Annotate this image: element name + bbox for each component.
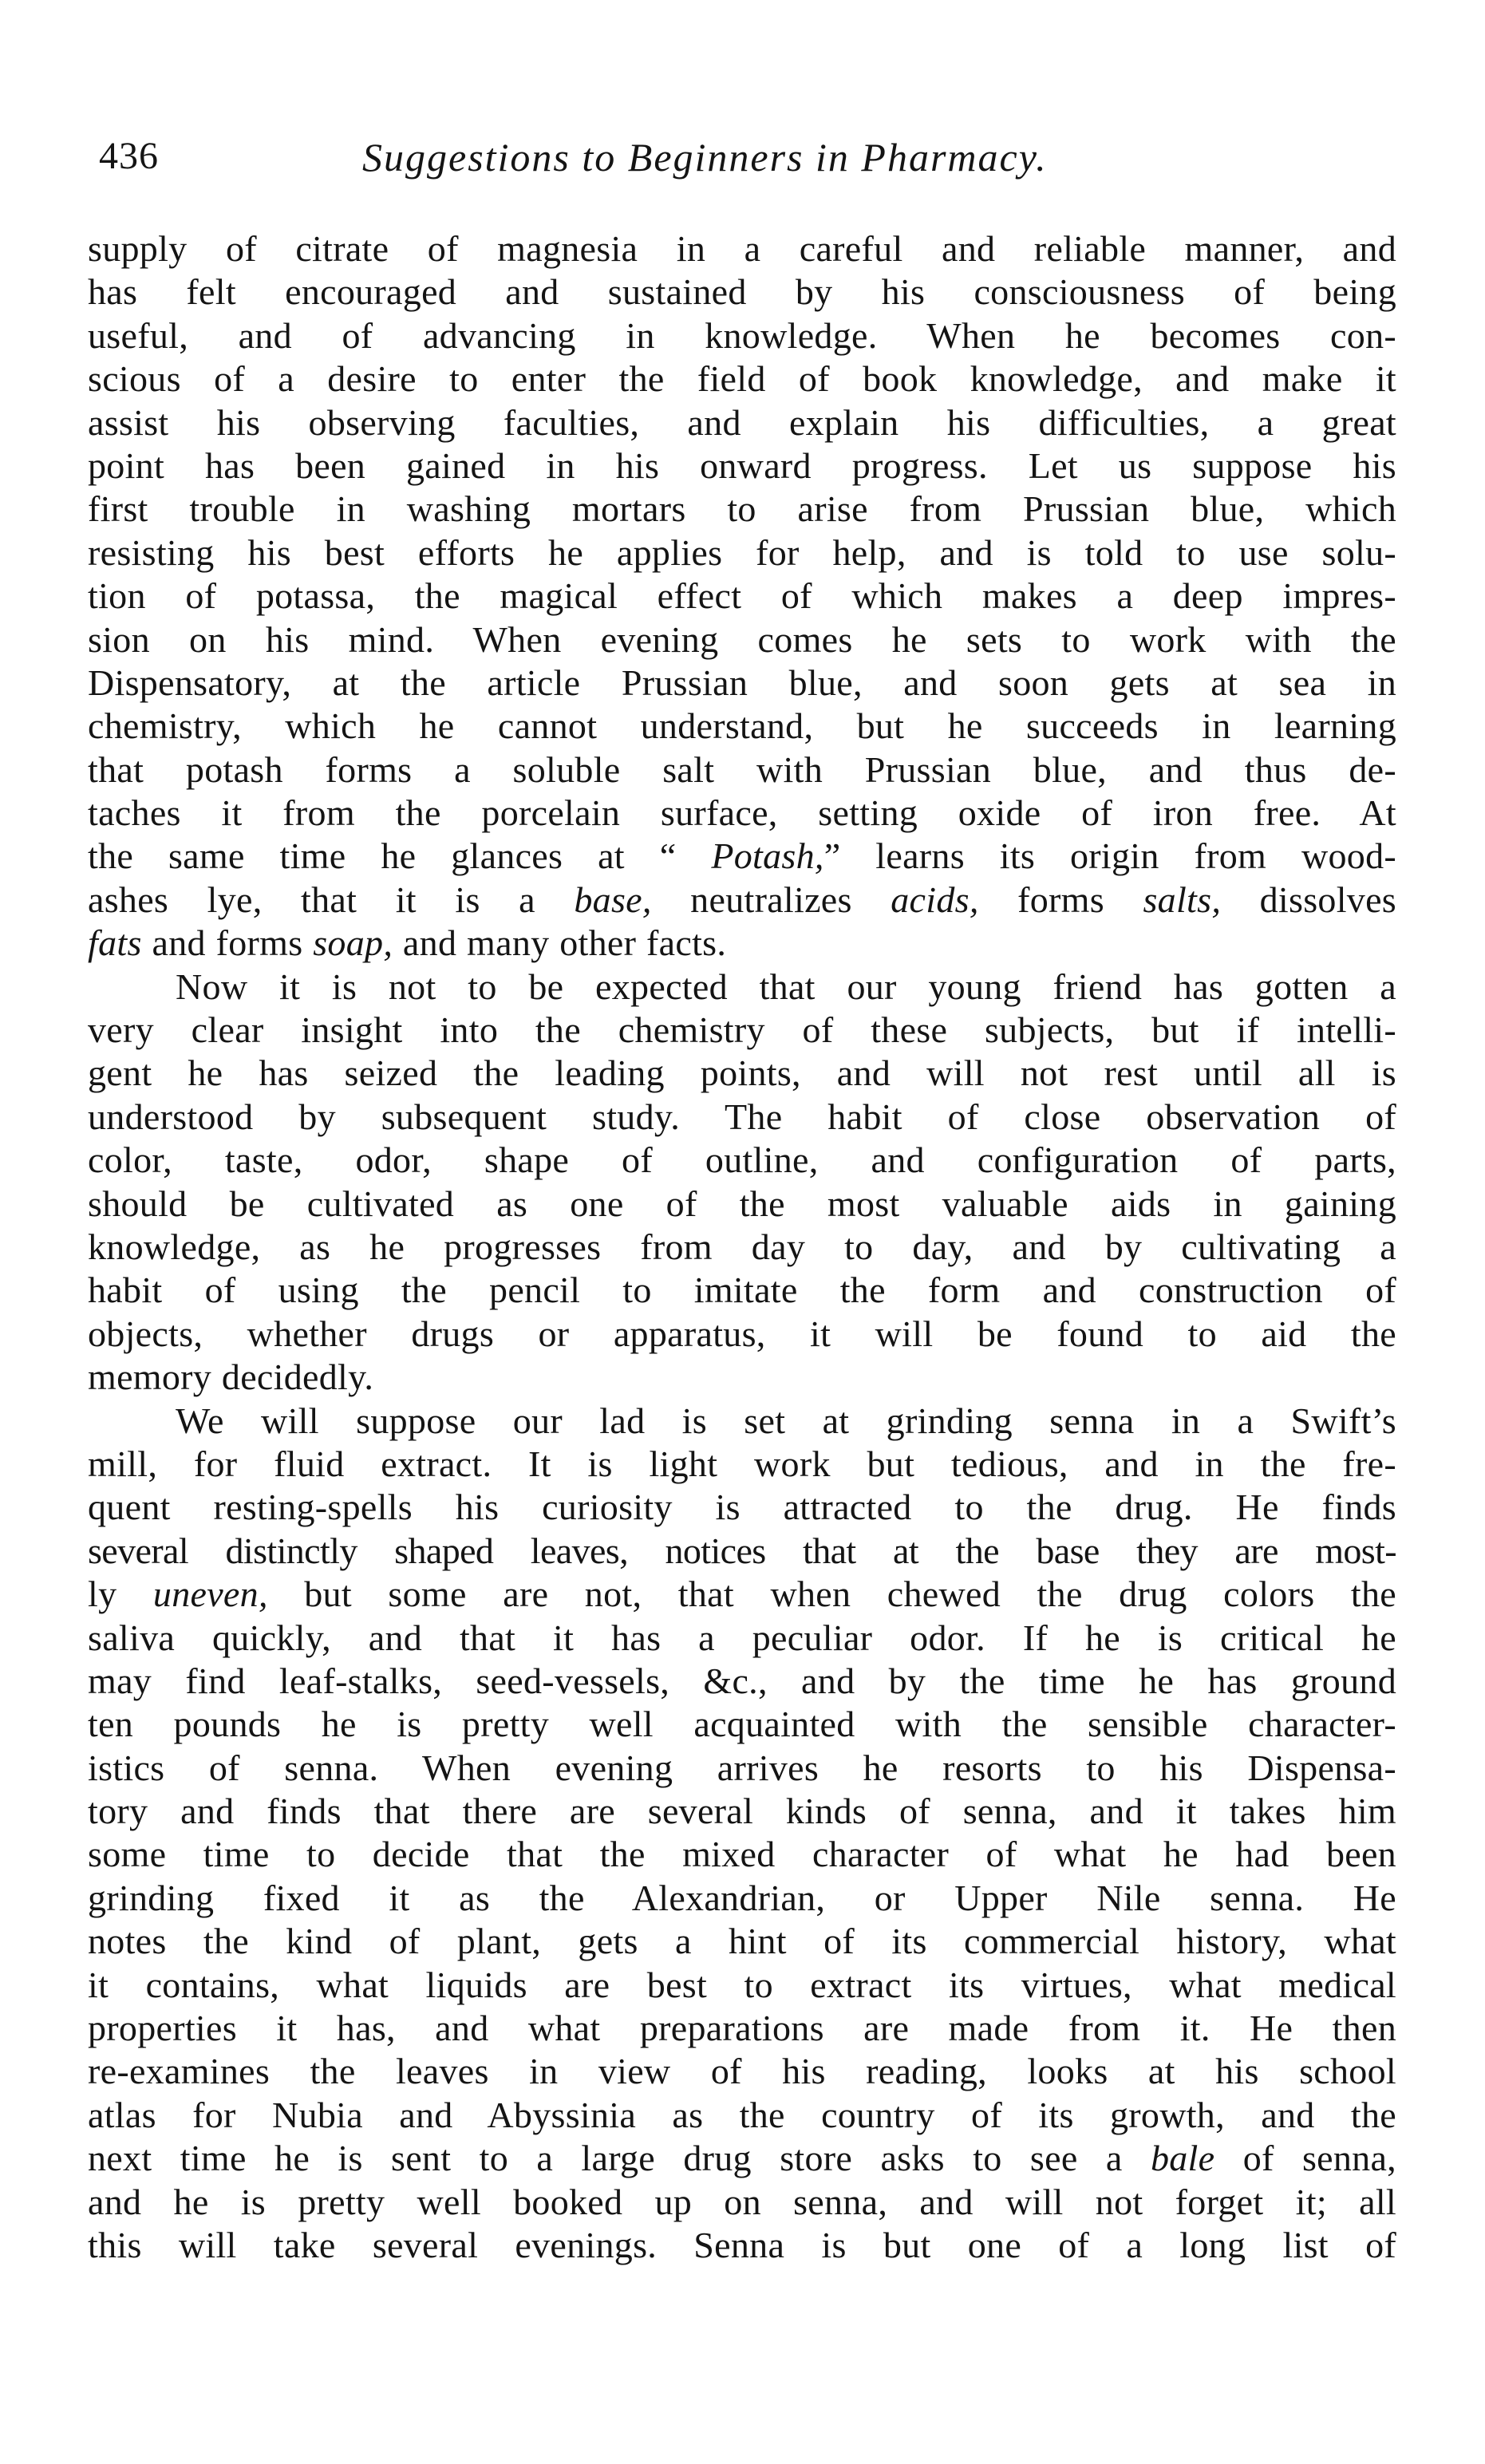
text-line: first trouble in washing mortars to arise from Prussian blue, which [88, 488, 1396, 530]
text-line: tion of potassa, the magical effect of which makes a deep impres- [88, 575, 1396, 617]
text-line: some time to decide that the mixed character of what he had been [88, 1834, 1396, 1875]
text-line: assist his observing faculties, and explain his difficulties, a great [88, 401, 1396, 443]
text-segment: and many other facts. [393, 922, 727, 964]
text-segment: the same time he glances at “ [88, 835, 712, 877]
italic-term: fats [88, 922, 142, 964]
text-line: knowledge, as he progresses from day to day, and by cultivating a [88, 1226, 1396, 1267]
italic-term: uneven, [152, 1574, 268, 1615]
text-line: scious of a desire to enter the field of book knowledge, and make it [88, 358, 1396, 400]
body-text [88, 227, 1396, 2267]
text-line: Dispensatory, at the article Prussian blue, and soon gets at sea in [88, 661, 1396, 703]
text-segment: ly [88, 1574, 153, 1615]
text-line: notes the kind of plant, gets a hint of its commercial history, what [88, 1921, 1396, 1962]
text-line: very clear insight into the chemistry of these subjects, but if intelli- [88, 1009, 1396, 1051]
text-line: grinding fixed it as the Alexandrian, or Upper Nile senna. He [88, 1877, 1396, 1918]
text-line: it contains, what liquids are best to extract its virtues, what medical [88, 1964, 1396, 2005]
text-segment: next time he is sent to a large drug store asks to see a [88, 2138, 1151, 2179]
text-line: has felt encouraged and sustained by his consciousness of being [88, 271, 1396, 313]
text-line: several distinctly shaped leaves, notices that at the base they are most- [88, 1530, 1396, 1571]
text-segment: and forms [141, 922, 314, 964]
text-line: taches it from the porcelain surface, setting oxide of iron free. At [88, 792, 1396, 834]
text-segment: ” learns its origin from wood- [823, 835, 1397, 877]
text-line: sion on his mind. When evening comes he sets to work with the [88, 618, 1396, 660]
text-line: that potash forms a soluble salt with Prussian blue, and thus de- [88, 748, 1396, 790]
page-header [99, 134, 1392, 190]
text-segment: of senna, [1214, 2138, 1396, 2179]
text-line: re-examines the leaves in view of his reading, looks at his school [88, 2051, 1396, 2092]
text-line: gent he has seized the leading points, and will not rest until all is [88, 1052, 1396, 1094]
text-line: objects, whether drugs or apparatus, it will be found to aid the [88, 1313, 1396, 1354]
text-line: point has been gained in his onward progress. Let us suppose his [88, 444, 1396, 486]
text-line: Now it is not to be expected that our young friend has gotten a [176, 965, 1396, 1007]
text-line: tory and finds that there are several kinds of senna, and it takes him [88, 1791, 1396, 1832]
text-line [88, 2137, 1396, 2180]
text-line: should be cultivated as one of the most valuable aids in gaining [88, 1183, 1396, 1224]
italic-term: soap, [313, 922, 393, 964]
running-title: Suggestions to Beginners in Pharmacy. [362, 135, 1048, 180]
text-line [88, 879, 1396, 922]
page-number: 436 [99, 135, 159, 177]
text-line: atlas for Nubia and Abyssinia as the country of its growth, and the [88, 2094, 1396, 2135]
text-line: useful, and of advancing in knowledge. When he becomes con- [88, 314, 1396, 356]
text-segment: but some are not, that when chewed the drug colors the [267, 1574, 1396, 1615]
text-line: properties it has, and what preparations are made from it. He then [88, 2008, 1396, 2049]
text-segment: ashes lye, that it is a [88, 879, 575, 920]
text-line: saliva quickly, and that it has a peculiar odor. If he is critical he [88, 1617, 1396, 1658]
text-line: quent resting-spells his curiosity is attracted to the drug. He finds [88, 1487, 1396, 1528]
text-line: understood by subsequent study. The habit of close observation of [88, 1096, 1396, 1137]
text-line: may find leaf-stalks, seed-vessels, &c., and by the time he has ground [88, 1660, 1396, 1701]
text-line: and he is pretty well booked up on senna, and will not forget it; all [88, 2181, 1396, 2222]
text-line: istics of senna. When evening arrives he resorts to his Dispensa- [88, 1747, 1396, 1788]
italic-term: acids, [891, 879, 979, 920]
text-line: resisting his best efforts he applies for help, and is told to use solu- [88, 531, 1396, 573]
text-line: this will take several evenings. Senna is but one of a long list of [88, 2224, 1396, 2265]
text-line: ten pounds he is pretty well acquainted with the sensible character- [88, 1704, 1396, 1745]
italic-term: salts, [1143, 879, 1222, 920]
text-line: color, taste, odor, shape of outline, and configuration of parts, [88, 1139, 1396, 1181]
text-segment: dissolves [1221, 879, 1397, 920]
text-line: supply of citrate of magnesia in a careful and reliable manner, and [88, 228, 1396, 269]
text-line: mill, for fluid extract. It is light work but tedious, and in the fre- [88, 1443, 1396, 1484]
text-segment: neutralizes [651, 879, 891, 920]
text-line: habit of using the pencil to imitate the form and construction of [88, 1270, 1396, 1311]
italic-term: bale [1150, 2138, 1215, 2179]
text-line: memory decidedly. [88, 1356, 374, 1398]
text-line [88, 1573, 1396, 1616]
text-line [88, 922, 1396, 965]
text-segment: forms [978, 879, 1143, 920]
italic-term: Potash, [711, 835, 824, 877]
text-line: chemistry, which he cannot understand, but he succeeds in learning [88, 705, 1396, 747]
text-line [88, 835, 1396, 878]
italic-term: base, [574, 879, 652, 920]
text-line: We will suppose our lad is set at grinding senna in a Swift’s [176, 1400, 1396, 1441]
